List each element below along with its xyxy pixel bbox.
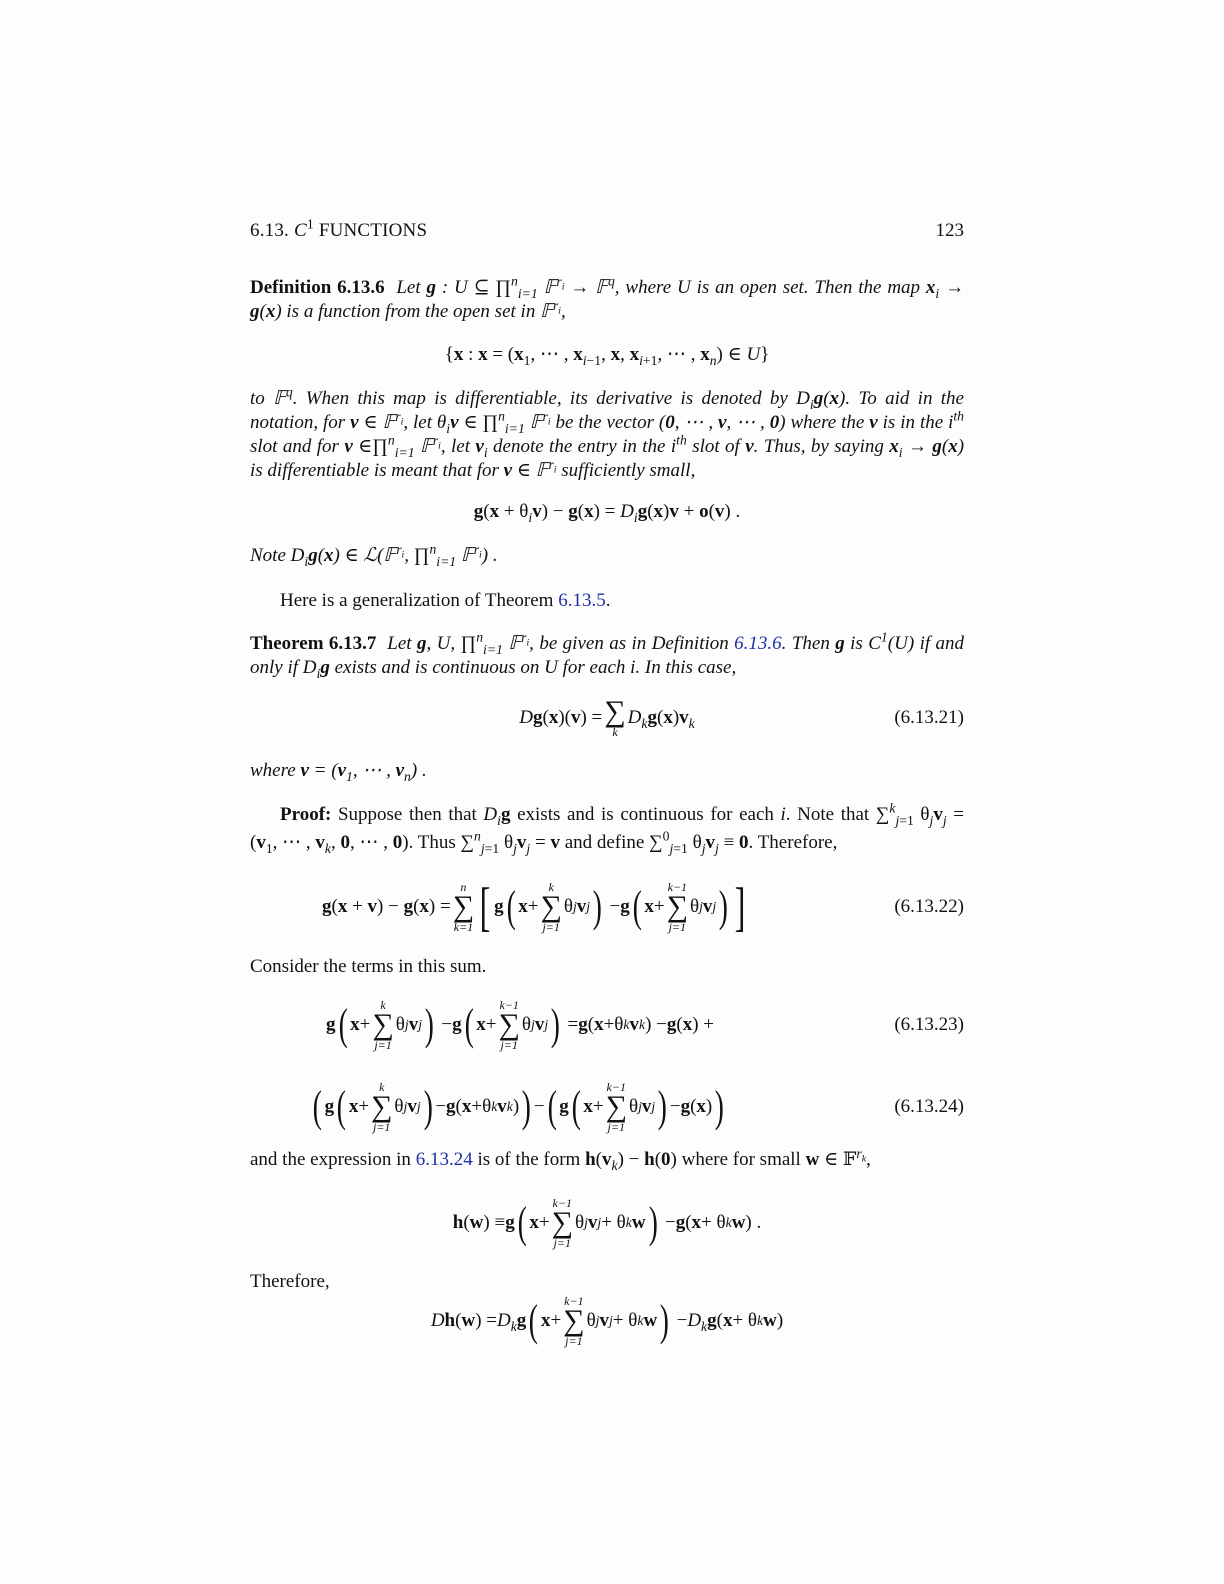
equation-6-13-21: Dg(x)(v) = ∑ k $D_kg(x)v_k$ (6.13.21) — [519, 694, 964, 740]
equation-number: (6.13.22) — [894, 895, 964, 917]
page — [250, 0, 964, 1584]
section-title: 6.13. $C^1$ FUNCTIONS — [250, 216, 428, 241]
set-equation: {x : $x = (x_1$, ⋯ , $x_{i-1}$, x, $x_{i+1}$, ⋯ , $x_n$) ∈ U} — [444, 344, 770, 368]
theorem-block: Theorem 6.13.7 Let g, U, ∏$^n_{i=1}$ 𝔽$^{r_i}$, be given as in Definition 6.13.6. Then g is $C^1(U)$ if and only if $D_ig$ exists and is continuous on U for each i. In this case, — [250, 629, 965, 681]
theorem-where: where $v = (v_1$, ⋯ , $v_n$) . — [250, 760, 427, 784]
equation-number: (6.13.23) — [894, 1013, 964, 1035]
page-number: 123 — [935, 220, 964, 241]
definition-label: Definition 6.13.6 — [250, 277, 385, 298]
therefore-word: Therefore, — [250, 1271, 330, 1292]
equation-6-13-24: ( g ( x + k ∑ j=1 θ j v j ) − g ( x +θ k v k ) ) − ( g ( x + k−1 ∑ j=1 θ j v j ) − g ( x ) ) (6.13.24) — [312, 1079, 964, 1135]
consider-sentence: Consider the terms in this sum. — [250, 956, 487, 977]
definition-block: Definition 6.13.6 Let g : U ⊆ ∏$^n_{i=1}$ 𝔽$^{r_i}$ → 𝔽$^q$, where U is an open set. Then the map $x_i \to g(x)$ is a function from the open set in 𝔽$^{r_i}$, — [250, 273, 965, 323]
definition-note: Note $D_ig(x)$ ∈ ℒ(𝔽$^{r_i}$, ∏$^n_{i=1}$ 𝔽$^{r_i}$) . — [250, 541, 498, 569]
equation-number: (6.13.21) — [894, 706, 964, 728]
theorem-ref-link[interactable]: 6.13.5 — [558, 590, 606, 611]
dh-equation: D h ( w ) = $D_k$ g ( x + k−1 ∑ j=1 θ j v j + θ k w ) − $D_k$ g ( x + θ k w ) — [430, 1293, 784, 1349]
equation-ref-link[interactable]: 6.13.24 — [415, 1149, 473, 1170]
expression-sentence: and the expression in 6.13.24 is of the form $h(v_k) - h(0)$ where for small w ∈ 𝔽$^{r_k}$, — [250, 1145, 871, 1173]
proof-label: Proof: — [280, 804, 332, 825]
running-header — [250, 216, 964, 243]
differential-equation: $g(x + \theta_iv) - g(x) = D_ig(x)v + o(v)$ . — [473, 501, 741, 525]
h-definition-equation: h ( w ) ≡ g ( x + k−1 ∑ j=1 θ j v j + θ k w ) − g ( x + θ k w ) . — [452, 1195, 762, 1251]
proof-paragraph: Proof: Suppose then that $D_ig$ exists and is continuous for each i. Note that ∑$^k_{j=1}$ $\theta_jv_j = (v_1$, ⋯ , $v_k$, 0, ⋯ , 0). Thus ∑$^n_{j=1}$ $\theta_jv_j = v$ and define ∑$^0_{j=1}$ $\theta_jv_j \equiv 0$. Therefore, — [250, 800, 964, 856]
definition-ref-link[interactable]: 6.13.6 — [734, 633, 782, 654]
theorem-label: Theorem 6.13.7 — [250, 633, 377, 654]
equation-6-13-23: g ( x + k ∑ j=1 θ j v j ) − g ( x + k−1 ∑ j=1 θ j v j ) = g ( x +θ k v k ) − g ( x ) + (6.13.23) — [326, 997, 964, 1053]
intro-sentence: Here is a generalization of Theorem 6.13.5. — [280, 590, 611, 611]
equation-number: (6.13.24) — [894, 1095, 964, 1117]
equation-6-13-22: g(x + v) − g(x) = n ∑ k=1 [ g ( x + k ∑ j=1 θ j v j ) − g ( x + k−1 ∑ j=1 θ j v j ) ] (6.13.22) — [322, 877, 964, 937]
definition-paragraph: to 𝔽$^q$. When this map is differentiable, its derivative is denoted by $D_ig(x)$. To aid in the notation, for v ∈ 𝔽$^{r_i}$, let $\theta_iv$ ∈ ∏$^n_{i=1}$ 𝔽$^{r_i}$ be the vector (0, ⋯ , v, ⋯ , 0) where the v is in the $i^{th}$ slot and for v ∈∏$^n_{i=1}$ 𝔽$^{r_i}$, let $v_i$ denote the entry in the $i^{th}$ slot of v. Thus, by saying $x_i \to g(x)$ is differentiable is meant that for v ∈ 𝔽$^{r_i}$ sufficiently small, — [250, 384, 965, 481]
